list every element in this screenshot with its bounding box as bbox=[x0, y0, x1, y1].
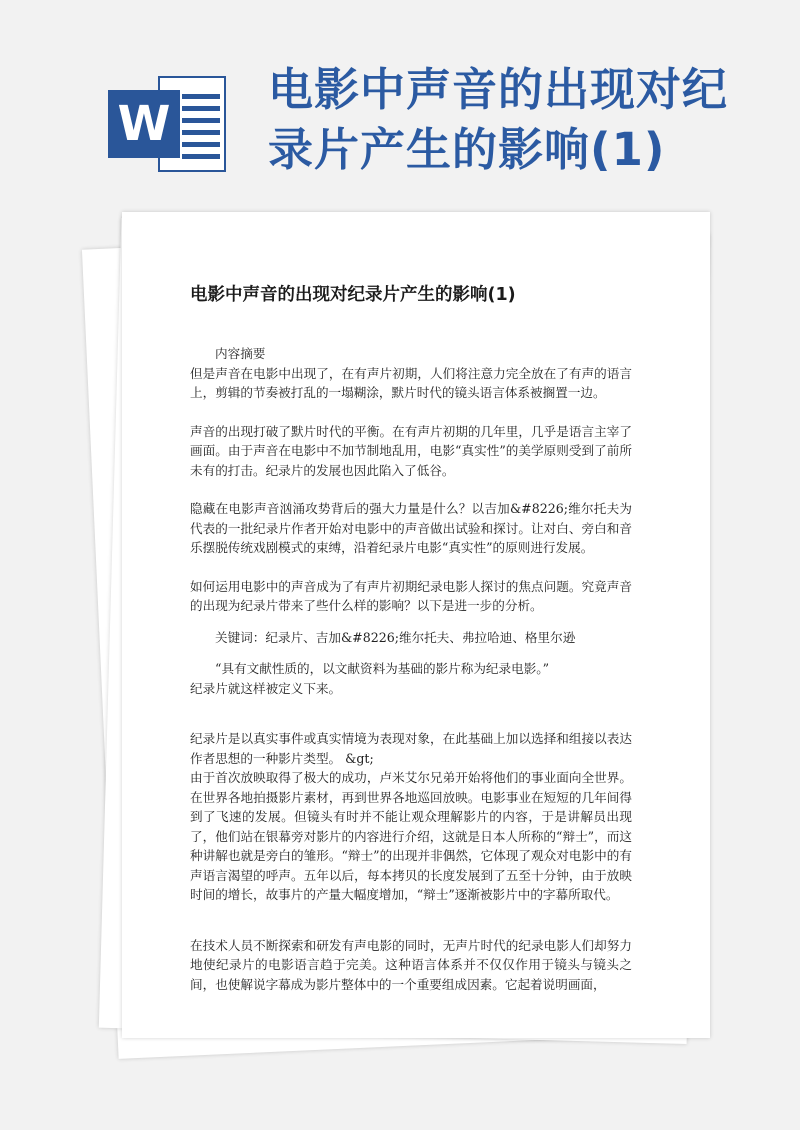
paragraph-2: 声音的出现打破了默片时代的平衡。在有声片初期的几年里，几乎是语言主宰了画面。由于声音在电影中不加节制地乱用，电影“真实性”的美学原则受到了前所未有的打击。纪录片的发展也因此陷入了低谷。 bbox=[190, 423, 632, 478]
word-document-icon bbox=[108, 76, 228, 172]
quote-followup: 纪录片就这样被定义下来。 bbox=[190, 680, 342, 696]
body-paragraph-1: 纪录片是以真实事件或真实情境为表现对象，在此基础上加以选择和组接以表达作者思想的一种影片类型。 &gt; bbox=[190, 731, 632, 766]
banner-title-line2: 录片产生的影响(1) bbox=[268, 123, 666, 176]
quote: “具有文献性质的，以文献资料为基础的影片称为纪录电影。” bbox=[215, 661, 550, 676]
banner-title-line1: 电影中声音的出现对纪 bbox=[268, 63, 729, 116]
document-body bbox=[190, 282, 632, 994]
banner-title bbox=[268, 60, 788, 180]
abstract-label: 内容摘要 bbox=[215, 346, 266, 361]
paragraph-4: 如何运用电影中的声音成为了有声片初期纪录电影人探讨的焦点问题。究竟声音的出现为纪录片带来了些什么样的影响？以下是进一步的分析。 bbox=[190, 578, 632, 613]
body-paragraph-3: 在技术人员不断探索和研发有声电影的同时，无声片时代的纪录电影人们却努力地使纪录片的电影语言趋于完美。这种语言体系并不仅仅作用于镜头与镜头之间，也使解说字幕成为影片整体中的一个重要组成因素。它起着说明画面， bbox=[190, 937, 632, 992]
paragraph-3: 隐藏在电影声音汹涌攻势背后的强大力量是什么？以吉加&#8226;维尔托夫为代表的一批纪录片作者开始对电影中的声音做出试验和探讨。让对白、旁白和音乐摆脱传统戏剧模式的束缚，沿着纪录片电影“真实性”的原则进行发展。 bbox=[190, 501, 632, 555]
document-title: 电影中声音的出现对纪录片产生的影响(1) bbox=[190, 285, 516, 305]
paragraph-1: 但是声音在电影中出现了，在有声片初期，人们将注意力完全放在了有声的语言上，剪辑的节奏被打乱的一塌糊涂，默片时代的镜头语言体系被搁置一边。 bbox=[190, 365, 632, 400]
word-letter-badge: W bbox=[108, 90, 180, 158]
body-paragraph-2: 由于首次放映取得了极大的成功，卢米艾尔兄弟开始将他们的事业面向全世界。在世界各地拍摄影片素材，再到世界各地巡回放映。电影事业在短短的几年间得到了飞速的发展。但镜头有时并不能让观众理解影片的内容，于是讲解员出现了，他们站在银幕旁对影片的内容进行介绍，这就是日本人所称的“辩士”，而这种讲解也就是旁白的雏形。“辩士”的出现并非偶然，它体现了观众对电影中的有声语言渴望的呼声。五年以后，每本拷贝的长度发展到了五至十分钟，由于放映时间的增长，故事片的产量大幅度增加，“辩士”逐渐被影片中的字幕所取代。 bbox=[190, 770, 632, 902]
keywords: 关键词：纪录片、吉加&#8226;维尔托夫、弗拉哈迪、格里尔逊 bbox=[215, 629, 576, 645]
